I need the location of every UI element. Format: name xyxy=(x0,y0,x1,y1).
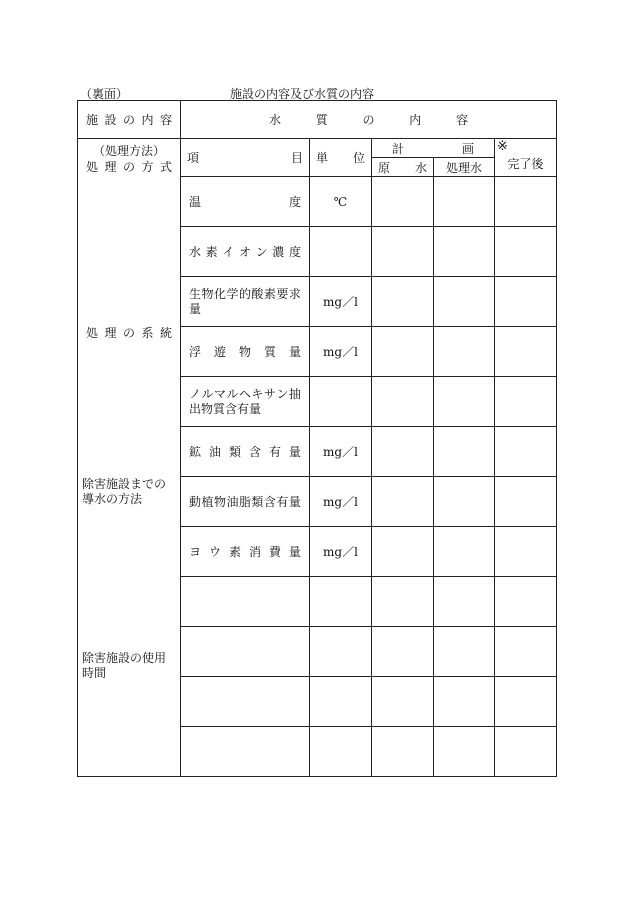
blank-unit-cell[interactable] xyxy=(310,577,372,627)
raw-value-cell[interactable] xyxy=(372,727,434,777)
label-char: 学 xyxy=(226,286,239,301)
facility-water-quality-table xyxy=(77,100,557,777)
blank-item-cell[interactable] xyxy=(181,577,310,627)
treated-value-cell[interactable] xyxy=(434,177,495,227)
label-char: 処 xyxy=(86,160,99,174)
label-char: 処 xyxy=(86,326,99,340)
water-quality-heading xyxy=(181,111,556,128)
raw-value-cell[interactable] xyxy=(372,627,434,677)
item-header-b: 目 xyxy=(290,151,303,165)
item-unit: mg／l xyxy=(323,345,358,359)
treated-water-header-cell xyxy=(434,158,495,177)
label-char: 有 xyxy=(268,445,281,459)
after-value-cell[interactable] xyxy=(495,727,557,777)
label-char: の xyxy=(122,160,135,174)
item-name xyxy=(181,343,309,360)
label-char: 動 xyxy=(189,495,202,509)
label-char: 量 xyxy=(288,495,301,509)
label-char: 位 xyxy=(352,151,365,165)
label-char: 物 xyxy=(201,286,214,301)
item-unit: ℃ xyxy=(333,194,348,209)
raw-value-cell[interactable] xyxy=(372,527,434,577)
usage-hours-line1: 除害施設の使用 xyxy=(82,651,167,665)
label-char: 酸 xyxy=(251,286,264,301)
label-char: 量 xyxy=(288,345,301,359)
treated-value-cell[interactable] xyxy=(434,427,495,477)
unit-header-cell xyxy=(310,139,372,177)
item-name xyxy=(181,543,309,560)
raw-value-cell[interactable] xyxy=(372,177,434,227)
intake-method-line1: 除害施設までの xyxy=(82,477,167,491)
item-header-a: 項 xyxy=(187,151,200,165)
label-char: ヨ xyxy=(189,545,202,559)
item-name-line2: 量 xyxy=(189,301,202,316)
item-name xyxy=(181,243,309,260)
plan-header xyxy=(372,140,494,157)
treated-value-cell[interactable] xyxy=(434,727,495,777)
item-header-cell xyxy=(181,139,310,177)
label-char: 質 xyxy=(315,113,328,127)
unit-header xyxy=(310,149,371,166)
label-char: イ xyxy=(222,245,235,259)
treated-value-cell[interactable] xyxy=(434,277,495,327)
item-name xyxy=(181,193,309,210)
label-char: ノ xyxy=(189,386,202,401)
intake-method-label xyxy=(82,477,166,507)
label-char: 物 xyxy=(238,345,251,359)
label-char: 類 xyxy=(228,445,241,459)
label-char: 含 xyxy=(248,445,261,459)
label-char: 画 xyxy=(461,141,474,156)
raw-water-header-cell xyxy=(372,158,434,177)
label-char: 要 xyxy=(276,286,289,301)
label-char: ル xyxy=(226,386,239,401)
treated-value-cell[interactable] xyxy=(434,527,495,577)
label-char: 式 xyxy=(159,160,172,174)
label-char: 計 xyxy=(392,141,405,156)
intake-method-line2: 導水の方法 xyxy=(82,492,143,506)
page-title: 施設の内容及び水質の内容 xyxy=(230,87,375,101)
treated-value-cell[interactable] xyxy=(434,577,495,627)
item-name-line1 xyxy=(189,387,301,402)
water-quality-heading-cell xyxy=(181,101,557,139)
label-char: 原 xyxy=(378,160,391,175)
label-char: 設 xyxy=(104,113,117,127)
label-char: 水 xyxy=(414,160,427,175)
label-char: 油 xyxy=(208,445,221,459)
label-char: 脂 xyxy=(238,495,251,509)
label-char: 物 xyxy=(213,495,226,509)
label-char: 費 xyxy=(268,545,281,559)
asterisk-mark: ※ xyxy=(497,139,508,154)
label-char: キ xyxy=(251,386,264,401)
label-char: 濃 xyxy=(272,245,285,259)
blank-unit-cell[interactable] xyxy=(310,677,372,727)
label-char: 質 xyxy=(263,345,276,359)
treated-water-header: 処理水 xyxy=(445,160,482,175)
after-value-cell[interactable] xyxy=(495,677,557,727)
facility-contents-heading xyxy=(78,111,180,128)
raw-value-cell[interactable] xyxy=(372,677,434,727)
treated-value-cell[interactable] xyxy=(434,227,495,277)
plan-header-cell xyxy=(372,139,495,158)
usage-hours-line2: 時間 xyxy=(82,666,107,680)
blank-item-cell[interactable] xyxy=(181,677,310,727)
after-value-cell[interactable] xyxy=(495,377,557,427)
label-char: の xyxy=(122,113,135,127)
treated-value-cell[interactable] xyxy=(434,627,495,677)
raw-value-cell[interactable] xyxy=(372,427,434,477)
item-unit: mg／l xyxy=(323,445,358,459)
back-side-label: （裏面） xyxy=(80,87,129,101)
item-name-line2: 出物質含有量 xyxy=(189,401,262,416)
raw-value-cell[interactable] xyxy=(372,477,434,527)
item-name-line1 xyxy=(189,287,301,302)
label-char: ン xyxy=(255,245,268,259)
label-char: 有 xyxy=(276,495,289,509)
label-char: 求 xyxy=(288,286,301,301)
label-char: オ xyxy=(238,245,251,259)
label-char: 理 xyxy=(104,326,117,340)
label-char: 生 xyxy=(189,286,202,301)
label-char: 植 xyxy=(201,495,214,509)
raw-value-cell[interactable] xyxy=(372,377,434,427)
treated-value-cell[interactable] xyxy=(434,377,495,427)
label-char: 容 xyxy=(456,113,469,127)
label-char: 含 xyxy=(263,495,276,509)
label-char: ン xyxy=(276,386,289,401)
item-name xyxy=(181,287,309,317)
after-value-cell[interactable] xyxy=(495,527,557,577)
after-completion-header: 完了後 xyxy=(507,157,544,171)
label-char: 的 xyxy=(238,286,251,301)
label-char: 単 xyxy=(316,151,329,165)
usage-hours-label xyxy=(82,651,166,681)
label-char: 量 xyxy=(288,545,301,559)
label-char: 系 xyxy=(141,326,154,340)
after-value-cell[interactable] xyxy=(495,477,557,527)
treated-value-cell[interactable] xyxy=(434,677,495,727)
after-value-cell[interactable] xyxy=(495,327,557,377)
label-char: 温 xyxy=(189,195,202,209)
raw-value-cell[interactable] xyxy=(372,277,434,327)
blank-item-cell[interactable] xyxy=(181,627,310,677)
blank-unit-cell[interactable] xyxy=(310,627,372,677)
label-char: 浮 xyxy=(189,345,202,359)
label-char: ウ xyxy=(208,545,221,559)
label-char: 方 xyxy=(141,160,154,174)
label-char: マ xyxy=(213,386,226,401)
left-labels-column xyxy=(78,139,181,777)
label-char: 素 xyxy=(263,286,276,301)
treated-value-cell[interactable] xyxy=(434,327,495,377)
raw-water-header xyxy=(372,159,433,176)
label-char: 内 xyxy=(409,113,422,127)
item-unit: mg／l xyxy=(323,495,358,509)
method-label xyxy=(78,158,180,175)
label-char: 施 xyxy=(86,113,99,127)
label-char: 度 xyxy=(288,195,301,209)
label-char: 素 xyxy=(205,245,218,259)
raw-value-cell[interactable] xyxy=(372,227,434,277)
label-char: 化 xyxy=(213,286,226,301)
after-completion-header-cell xyxy=(495,139,557,177)
system-label xyxy=(78,324,180,341)
item-name xyxy=(181,387,309,417)
after-value-cell[interactable] xyxy=(495,277,557,327)
treated-value-cell[interactable] xyxy=(434,477,495,527)
label-char: 水 xyxy=(189,245,202,259)
method-paren-label: （処理方法） xyxy=(92,144,165,158)
item-unit: mg／l xyxy=(323,295,358,309)
label-char: 油 xyxy=(226,495,239,509)
after-value-cell[interactable] xyxy=(495,627,557,677)
label-char: 内 xyxy=(141,113,154,127)
label-char: 統 xyxy=(159,326,172,340)
after-value-cell[interactable] xyxy=(495,177,557,227)
label-char: の xyxy=(362,113,375,127)
label-char: 水 xyxy=(269,113,282,127)
blank-item-cell[interactable] xyxy=(181,727,310,777)
label-char: 抽 xyxy=(288,386,301,401)
label-char: 容 xyxy=(159,113,172,127)
item-name xyxy=(181,493,309,510)
item-unit: mg／l xyxy=(323,545,358,559)
after-value-cell[interactable] xyxy=(495,577,557,627)
after-value-cell[interactable] xyxy=(495,227,557,277)
label-char: 遊 xyxy=(213,345,226,359)
label-char: 度 xyxy=(288,245,301,259)
label-char: 類 xyxy=(251,495,264,509)
label-char: 素 xyxy=(228,545,241,559)
label-char: の xyxy=(122,326,135,340)
label-char: ヘ xyxy=(238,386,251,401)
label-char: 量 xyxy=(288,445,301,459)
blank-unit-cell[interactable] xyxy=(310,727,372,777)
label-char: 消 xyxy=(248,545,261,559)
label-char: サ xyxy=(263,386,276,401)
raw-value-cell[interactable] xyxy=(372,577,434,627)
label-char: 理 xyxy=(104,160,117,174)
label-char: ル xyxy=(201,386,214,401)
facility-contents-heading-cell xyxy=(78,101,181,139)
raw-value-cell[interactable] xyxy=(372,327,434,377)
item-name xyxy=(181,443,309,460)
after-value-cell[interactable] xyxy=(495,427,557,477)
label-char: 鉱 xyxy=(189,445,202,459)
